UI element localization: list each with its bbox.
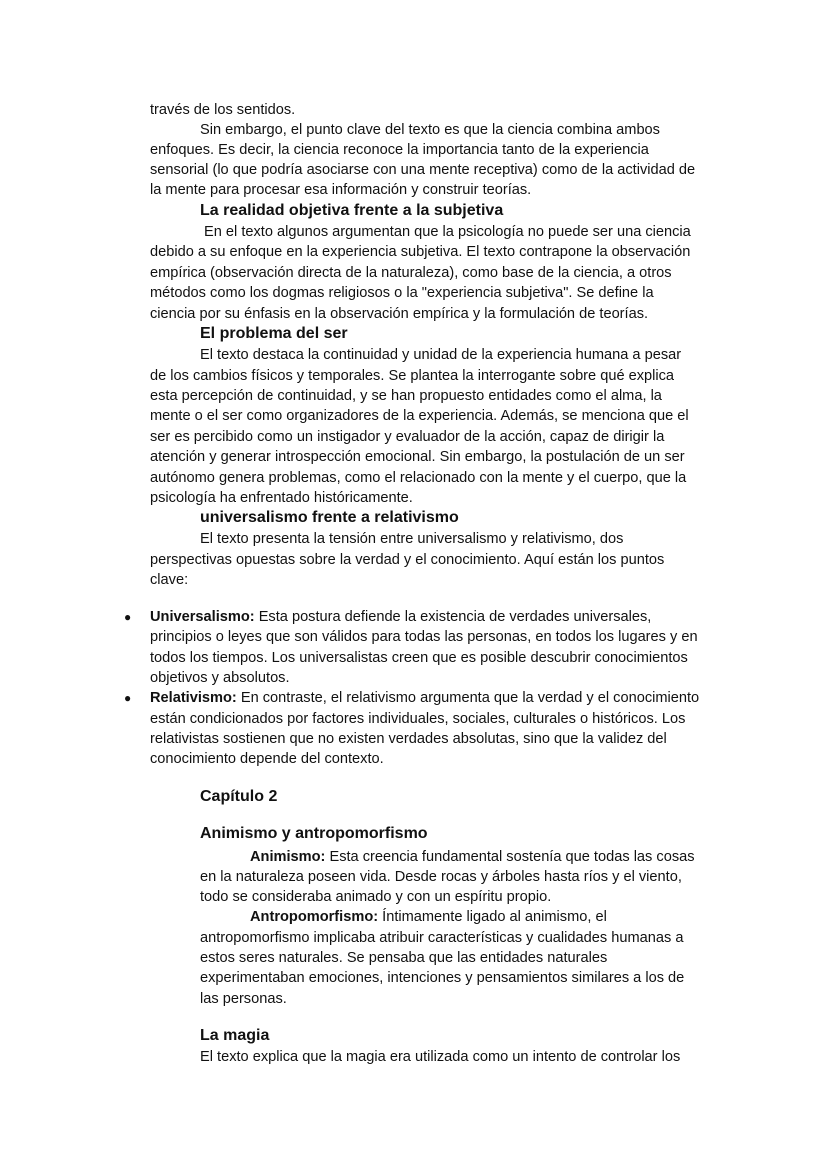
paragraph-line: la mente para procesar esa información y construir teorías. [150, 182, 532, 198]
paragraph-line: psicología ha enfrentado históricamente. [150, 490, 413, 506]
term: Animismo: [250, 849, 326, 865]
paragraph-line: antropomorfismo implicaba atribuir características y cualidades humanas a [200, 930, 684, 946]
term: Antropomorfismo: [250, 909, 379, 925]
list-item [150, 688, 699, 708]
paragraph-line: clave: [150, 572, 189, 588]
paragraph-line: El texto explica que la magia era utilizada como un intento de controlar los [200, 1049, 681, 1065]
paragraph-line [250, 907, 607, 927]
paragraph-line: las personas. [200, 991, 287, 1007]
paragraph-line: experimentaban emociones, intenciones y pensamientos similares a los de [200, 970, 685, 986]
section-heading: La magia [200, 1027, 270, 1044]
paragraph-text: Íntimamente ligado al animismo, el [378, 909, 607, 925]
list-item-text: Esta postura defiende la existencia de verdades universales, [254, 609, 652, 625]
paragraph-line: métodos como los dogmas religiosos o la "experiencia subjetiva". Se define la [150, 285, 654, 301]
paragraph-line: En el texto algunos argumentan que la psicología no puede ser una ciencia [204, 224, 691, 240]
paragraph-line: El texto presenta la tensión entre universalismo y relativismo, dos [200, 531, 624, 547]
paragraph-line: debido a su enfoque en la experiencia subjetiva. El texto contrapone la observación [150, 244, 691, 260]
paragraph-text: Esta creencia fundamental sostenía que todas las cosas [325, 849, 695, 865]
section-heading: La realidad objetiva frente a la subjetiva [200, 202, 504, 219]
list-item-line: conocimiento depende del contexto. [150, 751, 384, 767]
paragraph-line: sensorial (lo que podría asociarse con una mente receptiva) como de la actividad de [150, 162, 696, 178]
chapter-title: Capítulo 2 [200, 788, 278, 805]
paragraph-line: Sin embargo, el punto clave del texto es que la ciencia combina ambos [200, 122, 660, 138]
list-item-term: Relativismo: [150, 690, 237, 706]
paragraph-line: estos seres naturales. Se pensaba que las entidades naturales [200, 950, 608, 966]
list-item-line: principios o leyes que son válidos para todas las personas, en todos los lugares y en [150, 629, 698, 645]
list-item-text: En contraste, el relativismo argumenta que la verdad y el conocimiento [236, 690, 700, 706]
paragraph-line: enfoques. Es decir, la ciencia reconoce la importancia tanto de la experiencia [150, 142, 649, 158]
paragraph-line: autónomo genera problemas, como el relacionado con la mente y el cuerpo, que la [150, 470, 687, 486]
list-item-line: están condicionados por factores individuales, sociales, culturales o históricos. Los [150, 711, 686, 727]
section-heading: universalismo frente a relativismo [200, 509, 459, 526]
section-heading: Animismo y antropomorfismo [200, 825, 428, 842]
paragraph-line: en la naturaleza poseen vida. Desde rocas y árboles hasta ríos y el viento, [200, 869, 682, 885]
paragraph-line [250, 847, 695, 867]
bullet-icon: ● [124, 691, 132, 705]
paragraph-line: ciencia por su énfasis en la observación empírica y la formulación de teorías. [150, 306, 649, 322]
paragraph-line: El texto destaca la continuidad y unidad de la experiencia humana a pesar [200, 347, 682, 363]
list-item-line: relativistas sostienen que no existen verdades absolutas, sino que la validez del [150, 731, 667, 747]
paragraph-line: de los cambios físicos y temporales. Se plantea la interrogante sobre qué explica [150, 368, 675, 384]
paragraph-line: perspectivas opuestas sobre la verdad y el conocimiento. Aquí están los puntos [150, 552, 665, 568]
list-item-line: todos los tiempos. Los universalistas creen que es posible descubrir conocimientos [150, 650, 688, 666]
paragraph-line: esta percepción de continuidad, y se han propuesto entidades como el alma, la [150, 388, 662, 404]
list-item [150, 607, 651, 627]
paragraph-line: mente o el ser como organizadores de la experiencia. Además, se menciona que el [150, 408, 689, 424]
paragraph-line: todo se consideraba animado y con un espíritu propio. [200, 889, 552, 905]
paragraph-line: empírica (observación directa de la naturaleza), como base de la ciencia, a otros [150, 265, 672, 281]
list-item-term: Universalismo: [150, 609, 255, 625]
paragraph-line: través de los sentidos. [150, 102, 296, 118]
list-item-line: objetivos y absolutos. [150, 670, 290, 686]
bullet-icon: ● [124, 610, 132, 624]
section-heading: El problema del ser [200, 325, 348, 342]
paragraph-line: ser es percibido como un instigador y evaluador de la acción, capaz de dirigir la [150, 429, 665, 445]
paragraph-line: atención y generar introspección emocional. Sin embargo, la postulación de un ser [150, 449, 685, 465]
